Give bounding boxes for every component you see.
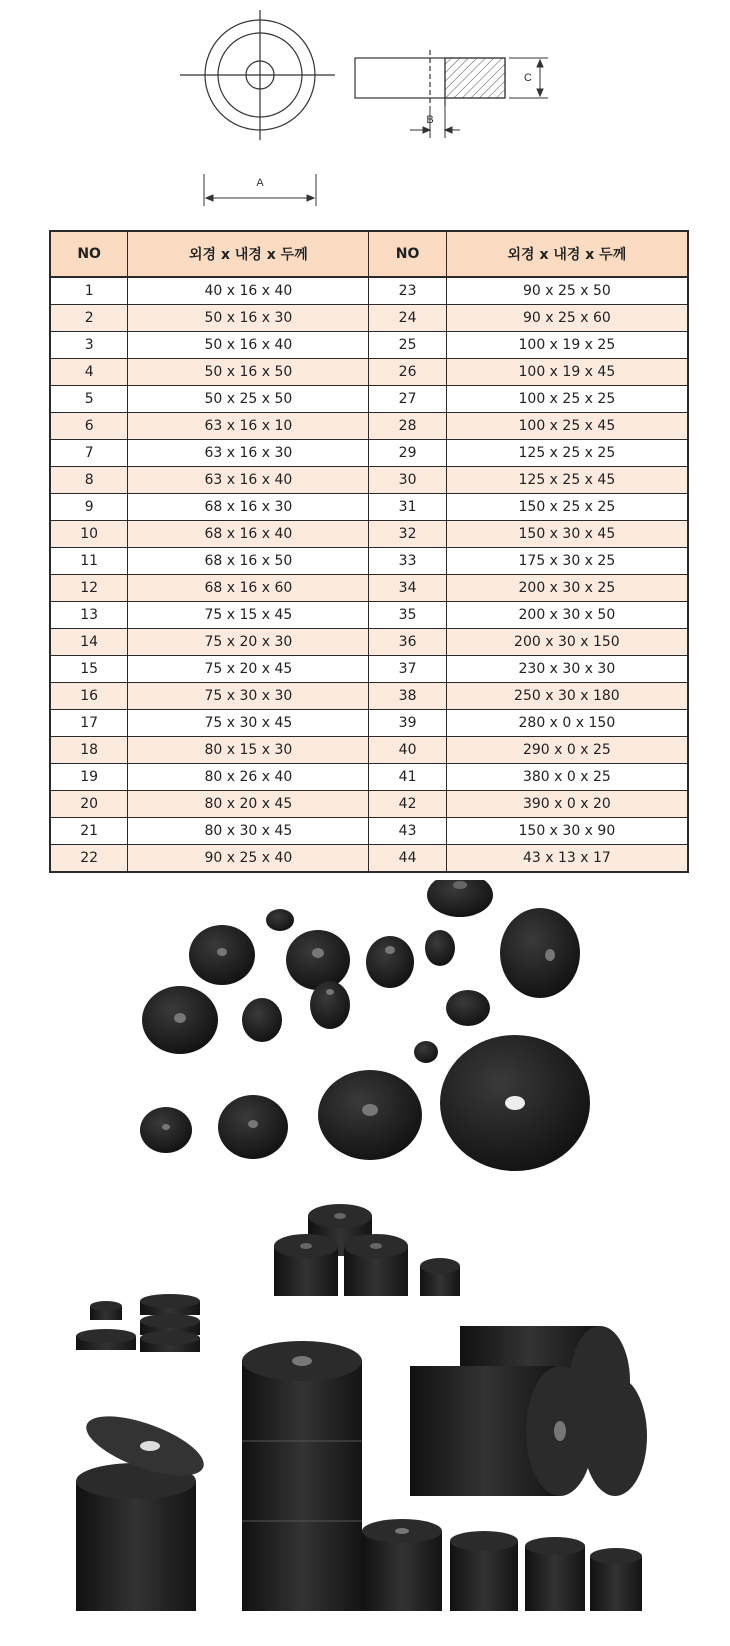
row-no-right: 31 (369, 494, 446, 521)
row-size-right: 390 x 0 x 20 (446, 791, 688, 818)
row-size-left: 63 x 16 x 40 (128, 467, 369, 494)
table-row (50, 521, 688, 548)
table-row (50, 683, 688, 710)
table-row (50, 305, 688, 332)
row-no-left: 17 (50, 710, 128, 737)
row-size-left: 68 x 16 x 60 (128, 575, 369, 602)
row-no-right: 38 (369, 683, 446, 710)
row-size-left: 90 x 25 x 40 (128, 845, 369, 873)
table-row (50, 277, 688, 305)
row-no-right: 42 (369, 791, 446, 818)
table-row (50, 629, 688, 656)
row-no-right: 32 (369, 521, 446, 548)
row-no-left: 5 (50, 386, 128, 413)
table-row (50, 467, 688, 494)
table-row (50, 602, 688, 629)
row-no-left: 6 (50, 413, 128, 440)
row-no-left: 19 (50, 764, 128, 791)
table-row (50, 548, 688, 575)
label-a: A (256, 177, 264, 189)
row-size-right: 100 x 19 x 25 (446, 332, 688, 359)
row-size-left: 68 x 16 x 50 (128, 548, 369, 575)
row-size-right: 150 x 25 x 25 (446, 494, 688, 521)
header-no-left: NO (50, 231, 128, 277)
row-size-left: 75 x 30 x 45 (128, 710, 369, 737)
row-no-left: 9 (50, 494, 128, 521)
row-size-left: 75 x 20 x 30 (128, 629, 369, 656)
row-size-right: 280 x 0 x 150 (446, 710, 688, 737)
row-no-right: 43 (369, 818, 446, 845)
row-size-left: 50 x 16 x 40 (128, 332, 369, 359)
table-row (50, 737, 688, 764)
row-no-right: 29 (369, 440, 446, 467)
row-size-right: 250 x 30 x 180 (446, 683, 688, 710)
table-row (50, 710, 688, 737)
rubber-cylinders-photo (0, 1196, 730, 1646)
row-size-left: 75 x 30 x 30 (128, 683, 369, 710)
row-no-left: 15 (50, 656, 128, 683)
row-no-left: 7 (50, 440, 128, 467)
table-row (50, 386, 688, 413)
rubber-washers-photo (0, 880, 730, 1180)
row-size-left: 68 x 16 x 40 (128, 521, 369, 548)
row-no-right: 23 (369, 277, 446, 305)
row-size-right: 150 x 30 x 90 (446, 818, 688, 845)
row-size-left: 50 x 16 x 30 (128, 305, 369, 332)
row-size-right: 175 x 30 x 25 (446, 548, 688, 575)
row-size-right: 290 x 0 x 25 (446, 737, 688, 764)
row-no-right: 39 (369, 710, 446, 737)
row-size-right: 90 x 25 x 60 (446, 305, 688, 332)
cylinder-group (76, 1204, 647, 1611)
row-no-left: 1 (50, 277, 128, 305)
washer-group (140, 880, 590, 1171)
row-size-right: 150 x 30 x 45 (446, 521, 688, 548)
row-no-left: 10 (50, 521, 128, 548)
row-no-left: 22 (50, 845, 128, 873)
row-no-right: 33 (369, 548, 446, 575)
row-size-left: 80 x 20 x 45 (128, 791, 369, 818)
row-no-right: 26 (369, 359, 446, 386)
row-size-right: 125 x 25 x 25 (446, 440, 688, 467)
row-no-right: 30 (369, 467, 446, 494)
side-view (355, 50, 505, 106)
dimension-b (410, 106, 460, 138)
row-no-right: 28 (369, 413, 446, 440)
row-size-right: 100 x 25 x 45 (446, 413, 688, 440)
row-size-left: 80 x 26 x 40 (128, 764, 369, 791)
row-size-right: 100 x 25 x 25 (446, 386, 688, 413)
row-no-right: 35 (369, 602, 446, 629)
row-size-right: 125 x 25 x 45 (446, 467, 688, 494)
row-no-right: 34 (369, 575, 446, 602)
row-no-left: 13 (50, 602, 128, 629)
row-no-left: 18 (50, 737, 128, 764)
table-row (50, 494, 688, 521)
row-no-left: 16 (50, 683, 128, 710)
label-b: B (426, 114, 434, 126)
table-body (50, 277, 688, 872)
row-size-right: 380 x 0 x 25 (446, 764, 688, 791)
row-no-right: 25 (369, 332, 446, 359)
row-no-right: 37 (369, 656, 446, 683)
row-size-left: 50 x 25 x 50 (128, 386, 369, 413)
size-table (49, 230, 689, 873)
table-row (50, 413, 688, 440)
row-size-left: 40 x 16 x 40 (128, 277, 369, 305)
table-row (50, 791, 688, 818)
row-no-right: 40 (369, 737, 446, 764)
header-size-right: 외경 x 내경 x 두께 (446, 231, 688, 277)
table-row (50, 359, 688, 386)
row-no-left: 2 (50, 305, 128, 332)
table-row (50, 764, 688, 791)
row-size-right: 90 x 25 x 50 (446, 277, 688, 305)
row-no-right: 36 (369, 629, 446, 656)
row-size-left: 68 x 16 x 30 (128, 494, 369, 521)
table-row (50, 845, 688, 873)
row-no-right: 24 (369, 305, 446, 332)
row-no-left: 20 (50, 791, 128, 818)
row-size-left: 75 x 15 x 45 (128, 602, 369, 629)
header-no-right: NO (369, 231, 446, 277)
row-size-right: 200 x 30 x 150 (446, 629, 688, 656)
row-size-left: 63 x 16 x 30 (128, 440, 369, 467)
row-no-right: 44 (369, 845, 446, 873)
dimension-diagram (0, 0, 730, 220)
row-no-left: 21 (50, 818, 128, 845)
label-c: C (524, 72, 532, 84)
row-size-right: 230 x 30 x 30 (446, 656, 688, 683)
row-no-left: 4 (50, 359, 128, 386)
row-size-left: 80 x 15 x 30 (128, 737, 369, 764)
row-no-right: 41 (369, 764, 446, 791)
row-no-left: 8 (50, 467, 128, 494)
row-no-left: 12 (50, 575, 128, 602)
row-size-left: 80 x 30 x 45 (128, 818, 369, 845)
table-header-row (50, 231, 688, 277)
row-size-right: 200 x 30 x 50 (446, 602, 688, 629)
table-row (50, 656, 688, 683)
row-no-left: 11 (50, 548, 128, 575)
row-size-right: 43 x 13 x 17 (446, 845, 688, 873)
table-row (50, 332, 688, 359)
row-size-left: 50 x 16 x 50 (128, 359, 369, 386)
row-size-right: 200 x 30 x 25 (446, 575, 688, 602)
row-no-right: 27 (369, 386, 446, 413)
table-row (50, 440, 688, 467)
front-view (180, 10, 335, 140)
row-no-left: 3 (50, 332, 128, 359)
row-no-left: 14 (50, 629, 128, 656)
table-row (50, 818, 688, 845)
row-size-left: 63 x 16 x 10 (128, 413, 369, 440)
row-size-right: 100 x 19 x 45 (446, 359, 688, 386)
table-row (50, 575, 688, 602)
header-size-left: 외경 x 내경 x 두께 (128, 231, 369, 277)
row-size-left: 75 x 20 x 45 (128, 656, 369, 683)
